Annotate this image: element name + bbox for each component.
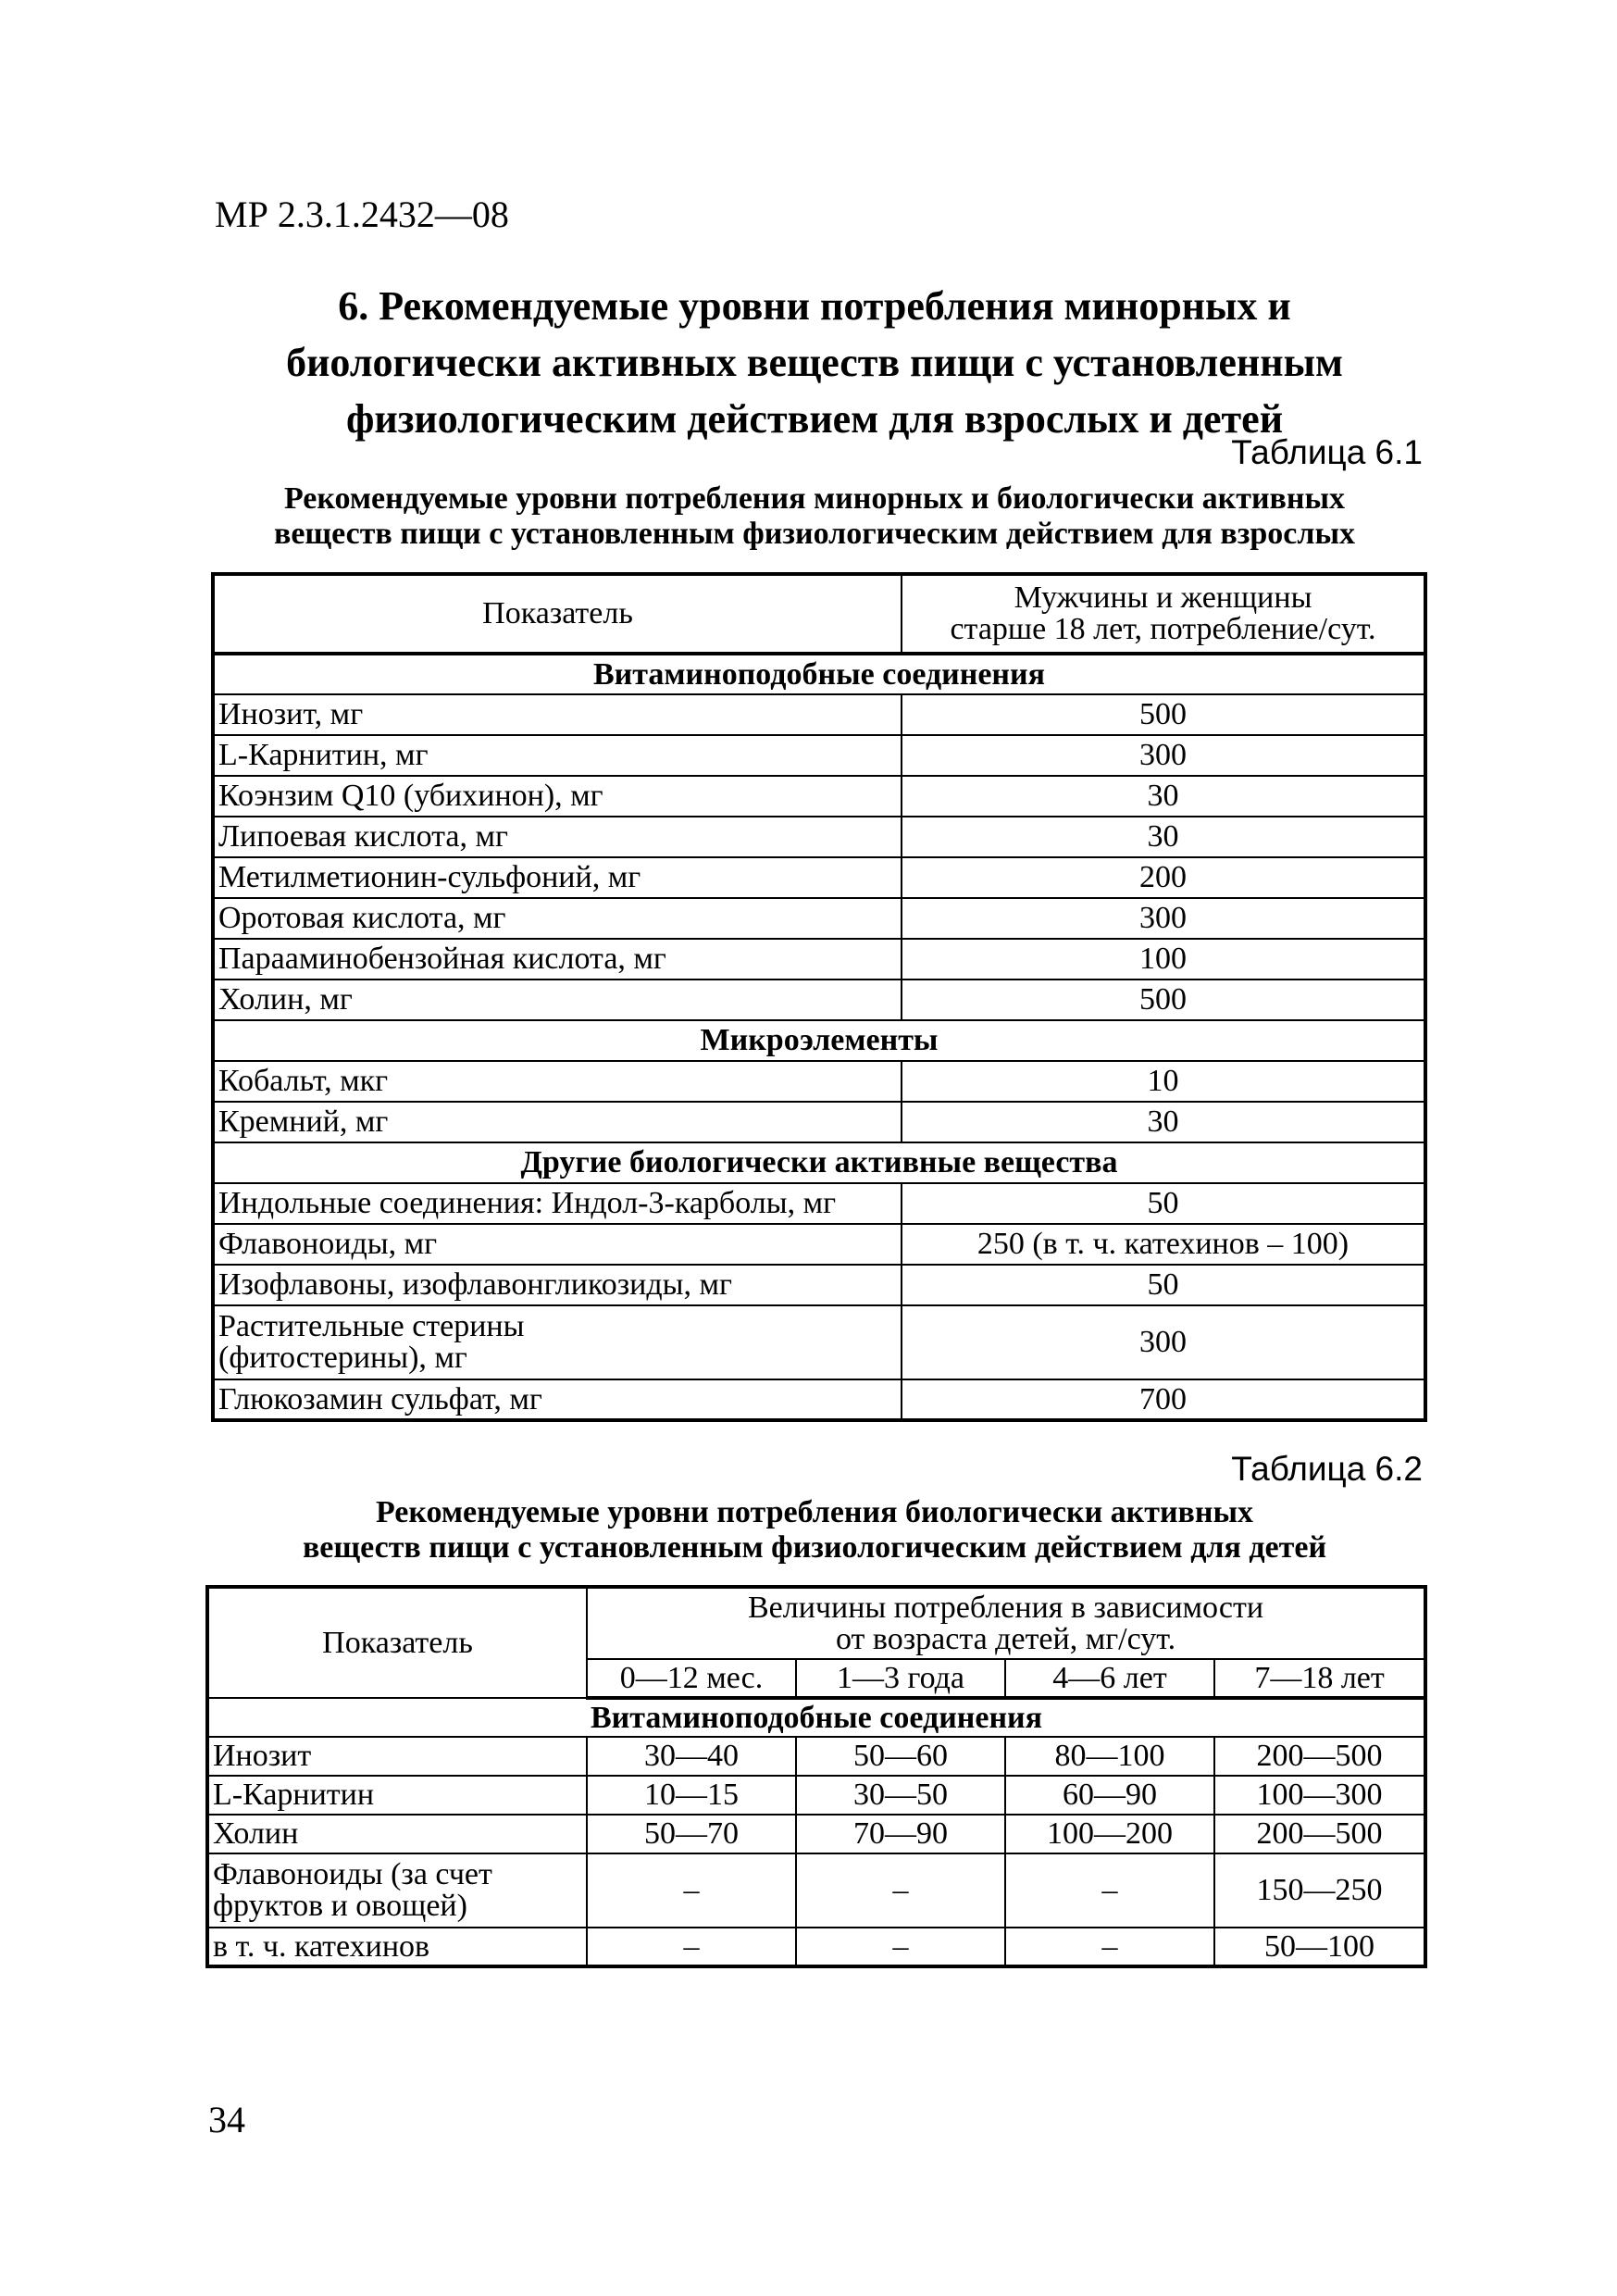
indicator-cell: L-Карнитин (207, 1776, 587, 1815)
table-row (207, 1853, 1425, 1928)
value-cell: 200—500 (1214, 1737, 1425, 1776)
page-number: 34 (208, 2099, 245, 2140)
value-cell: 200—500 (1214, 1815, 1425, 1853)
group-row (213, 654, 1425, 694)
header-line: старше 18 лет, потребление/сут. (950, 612, 1376, 646)
value-cell: 30 (902, 817, 1425, 857)
indicator-cell: Метилметионин-сульфоний, мг (213, 857, 902, 898)
indicator-cell: Изофлавоны, изофлавонгликозиды, мг (213, 1265, 902, 1305)
caption-line: Рекомендуемые уровни потребления биологически активных (375, 1495, 1254, 1529)
indicator-cell: Глюкозамин сульфат, мг (213, 1379, 902, 1420)
value-cell: 30 (902, 776, 1425, 817)
value-cell: 10—15 (587, 1776, 796, 1815)
section-title-line: физиологическим действием для взрослых и детей (345, 396, 1284, 442)
document-code: МР 2.3.1.2432—08 (215, 193, 509, 235)
table-row (207, 1815, 1425, 1853)
value-cell: – (1005, 1928, 1214, 1966)
age-header-cell: 7—18 лет (1214, 1659, 1425, 1698)
value-cell: 50 (902, 1265, 1425, 1305)
indicator-cell: Оротовая кислота, мг (213, 898, 902, 939)
table-row (213, 898, 1425, 939)
indicator-line: Растительные стерины (218, 1309, 525, 1343)
table-row (213, 817, 1425, 857)
indicator-cell: Флавоноиды, мг (213, 1224, 902, 1265)
age-header-cell: 4—6 лет (1005, 1659, 1214, 1698)
value-cell: 700 (902, 1379, 1425, 1420)
group-row (213, 1020, 1425, 1061)
table-row (207, 1928, 1425, 1966)
indicator-line: фруктов и овощей) (213, 1889, 467, 1923)
indicator-cell: Индольные соединения: Индол-3-карболы, мг (213, 1183, 902, 1224)
table-row (213, 1183, 1425, 1224)
table-6-2 (205, 1585, 1427, 1968)
indicator-line: Флавоноиды (за счет (213, 1857, 492, 1891)
caption-line: веществ пищи с установленным физиологическим действием для взрослых (273, 517, 1356, 551)
value-cell: 250 (в т. ч. катехинов – 100) (902, 1224, 1425, 1265)
column-header-indicator: Показатель (213, 574, 902, 654)
value-cell: – (796, 1853, 1005, 1928)
indicator-cell: Коэнзим Q10 (убихинон), мг (213, 776, 902, 817)
value-cell: 60—90 (1005, 1776, 1214, 1815)
age-header-cell: 0—12 мес. (587, 1659, 796, 1698)
table-row (207, 1737, 1425, 1776)
value-cell: 70—90 (796, 1815, 1005, 1853)
caption-line: Рекомендуемые уровни потребления минорных и биологически активных (283, 481, 1346, 516)
indicator-cell: Кобальт, мкг (213, 1061, 902, 1102)
group-title: Другие биологически активные вещества (213, 1142, 1425, 1183)
column-header-value (587, 1587, 1425, 1659)
table-row (207, 1776, 1425, 1815)
value-cell: – (587, 1853, 796, 1928)
indicator-cell (207, 1853, 587, 1928)
value-cell: 30 (902, 1102, 1425, 1142)
table-row (213, 939, 1425, 980)
section-title-line: 6. Рекомендуемые уровни потребления минорных и (338, 283, 1291, 329)
indicator-cell: Инозит, мг (213, 694, 902, 735)
indicator-cell: Холин, мг (213, 980, 902, 1020)
caption-line: веществ пищи с установленным физиологическим действием для детей (302, 1530, 1327, 1565)
indicator-cell (213, 1305, 902, 1379)
indicator-cell: Липоевая кислота, мг (213, 817, 902, 857)
table-row (213, 694, 1425, 735)
table-row (213, 1379, 1425, 1420)
header-line: Величины потребления в зависимости (748, 1590, 1264, 1625)
value-cell: 50—70 (587, 1815, 796, 1853)
value-cell: 150—250 (1214, 1853, 1425, 1928)
value-cell: 300 (902, 735, 1425, 776)
value-cell: 300 (902, 1305, 1425, 1379)
table-6-2-label: Таблица 6.2 (1231, 1450, 1423, 1488)
group-title: Витаминоподобные соединения (207, 1698, 1425, 1737)
group-row (207, 1698, 1425, 1737)
table-6-1-caption (204, 481, 1425, 552)
value-cell: 30—50 (796, 1776, 1005, 1815)
indicator-cell: Парааминобензойная кислота, мг (213, 939, 902, 980)
value-cell: 500 (902, 980, 1425, 1020)
table-row (213, 1265, 1425, 1305)
value-cell: 500 (902, 694, 1425, 735)
group-title: Микроэлементы (213, 1020, 1425, 1061)
table-6-2-caption (204, 1495, 1425, 1566)
value-cell: 300 (902, 898, 1425, 939)
table-row (213, 1102, 1425, 1142)
header-line: Мужчины и женщины (1014, 580, 1312, 615)
column-header-indicator: Показатель (207, 1587, 587, 1698)
table-row (213, 1305, 1425, 1379)
value-cell: 10 (902, 1061, 1425, 1102)
indicator-line: (фитостерины), мг (218, 1341, 467, 1375)
value-cell: 50—100 (1214, 1928, 1425, 1966)
value-cell: 100 (902, 939, 1425, 980)
indicator-cell: Кремний, мг (213, 1102, 902, 1142)
table-header-row (207, 1587, 1425, 1659)
value-cell: – (796, 1928, 1005, 1966)
value-cell: 80—100 (1005, 1737, 1214, 1776)
table-row (213, 1061, 1425, 1102)
table-6-1-label: Таблица 6.1 (1231, 433, 1423, 471)
value-cell: – (587, 1928, 796, 1966)
table-row (213, 980, 1425, 1020)
value-cell: 50 (902, 1183, 1425, 1224)
column-header-value (902, 574, 1425, 654)
value-cell: 50—60 (796, 1737, 1005, 1776)
indicator-cell: L-Карнитин, мг (213, 735, 902, 776)
value-cell: 100—300 (1214, 1776, 1425, 1815)
indicator-cell: в т. ч. катехинов (207, 1928, 587, 1966)
value-cell: 30—40 (587, 1737, 796, 1776)
value-cell: 200 (902, 857, 1425, 898)
value-cell: 100—200 (1005, 1815, 1214, 1853)
section-title-line: биологически активных веществ пищи с установленным (286, 340, 1343, 385)
section-title (213, 278, 1416, 447)
table-6-1 (211, 572, 1427, 1422)
value-cell: – (1005, 1853, 1214, 1928)
table-row (213, 776, 1425, 817)
indicator-cell: Холин (207, 1815, 587, 1853)
age-header-cell: 1—3 года (796, 1659, 1005, 1698)
table-row (213, 857, 1425, 898)
table-row (213, 1224, 1425, 1265)
group-row (213, 1142, 1425, 1183)
indicator-cell: Инозит (207, 1737, 587, 1776)
header-line: от возраста детей, мг/сут. (835, 1621, 1176, 1656)
table-row (213, 735, 1425, 776)
group-title: Витаминоподобные соединения (213, 654, 1425, 694)
table-header-row (213, 574, 1425, 654)
